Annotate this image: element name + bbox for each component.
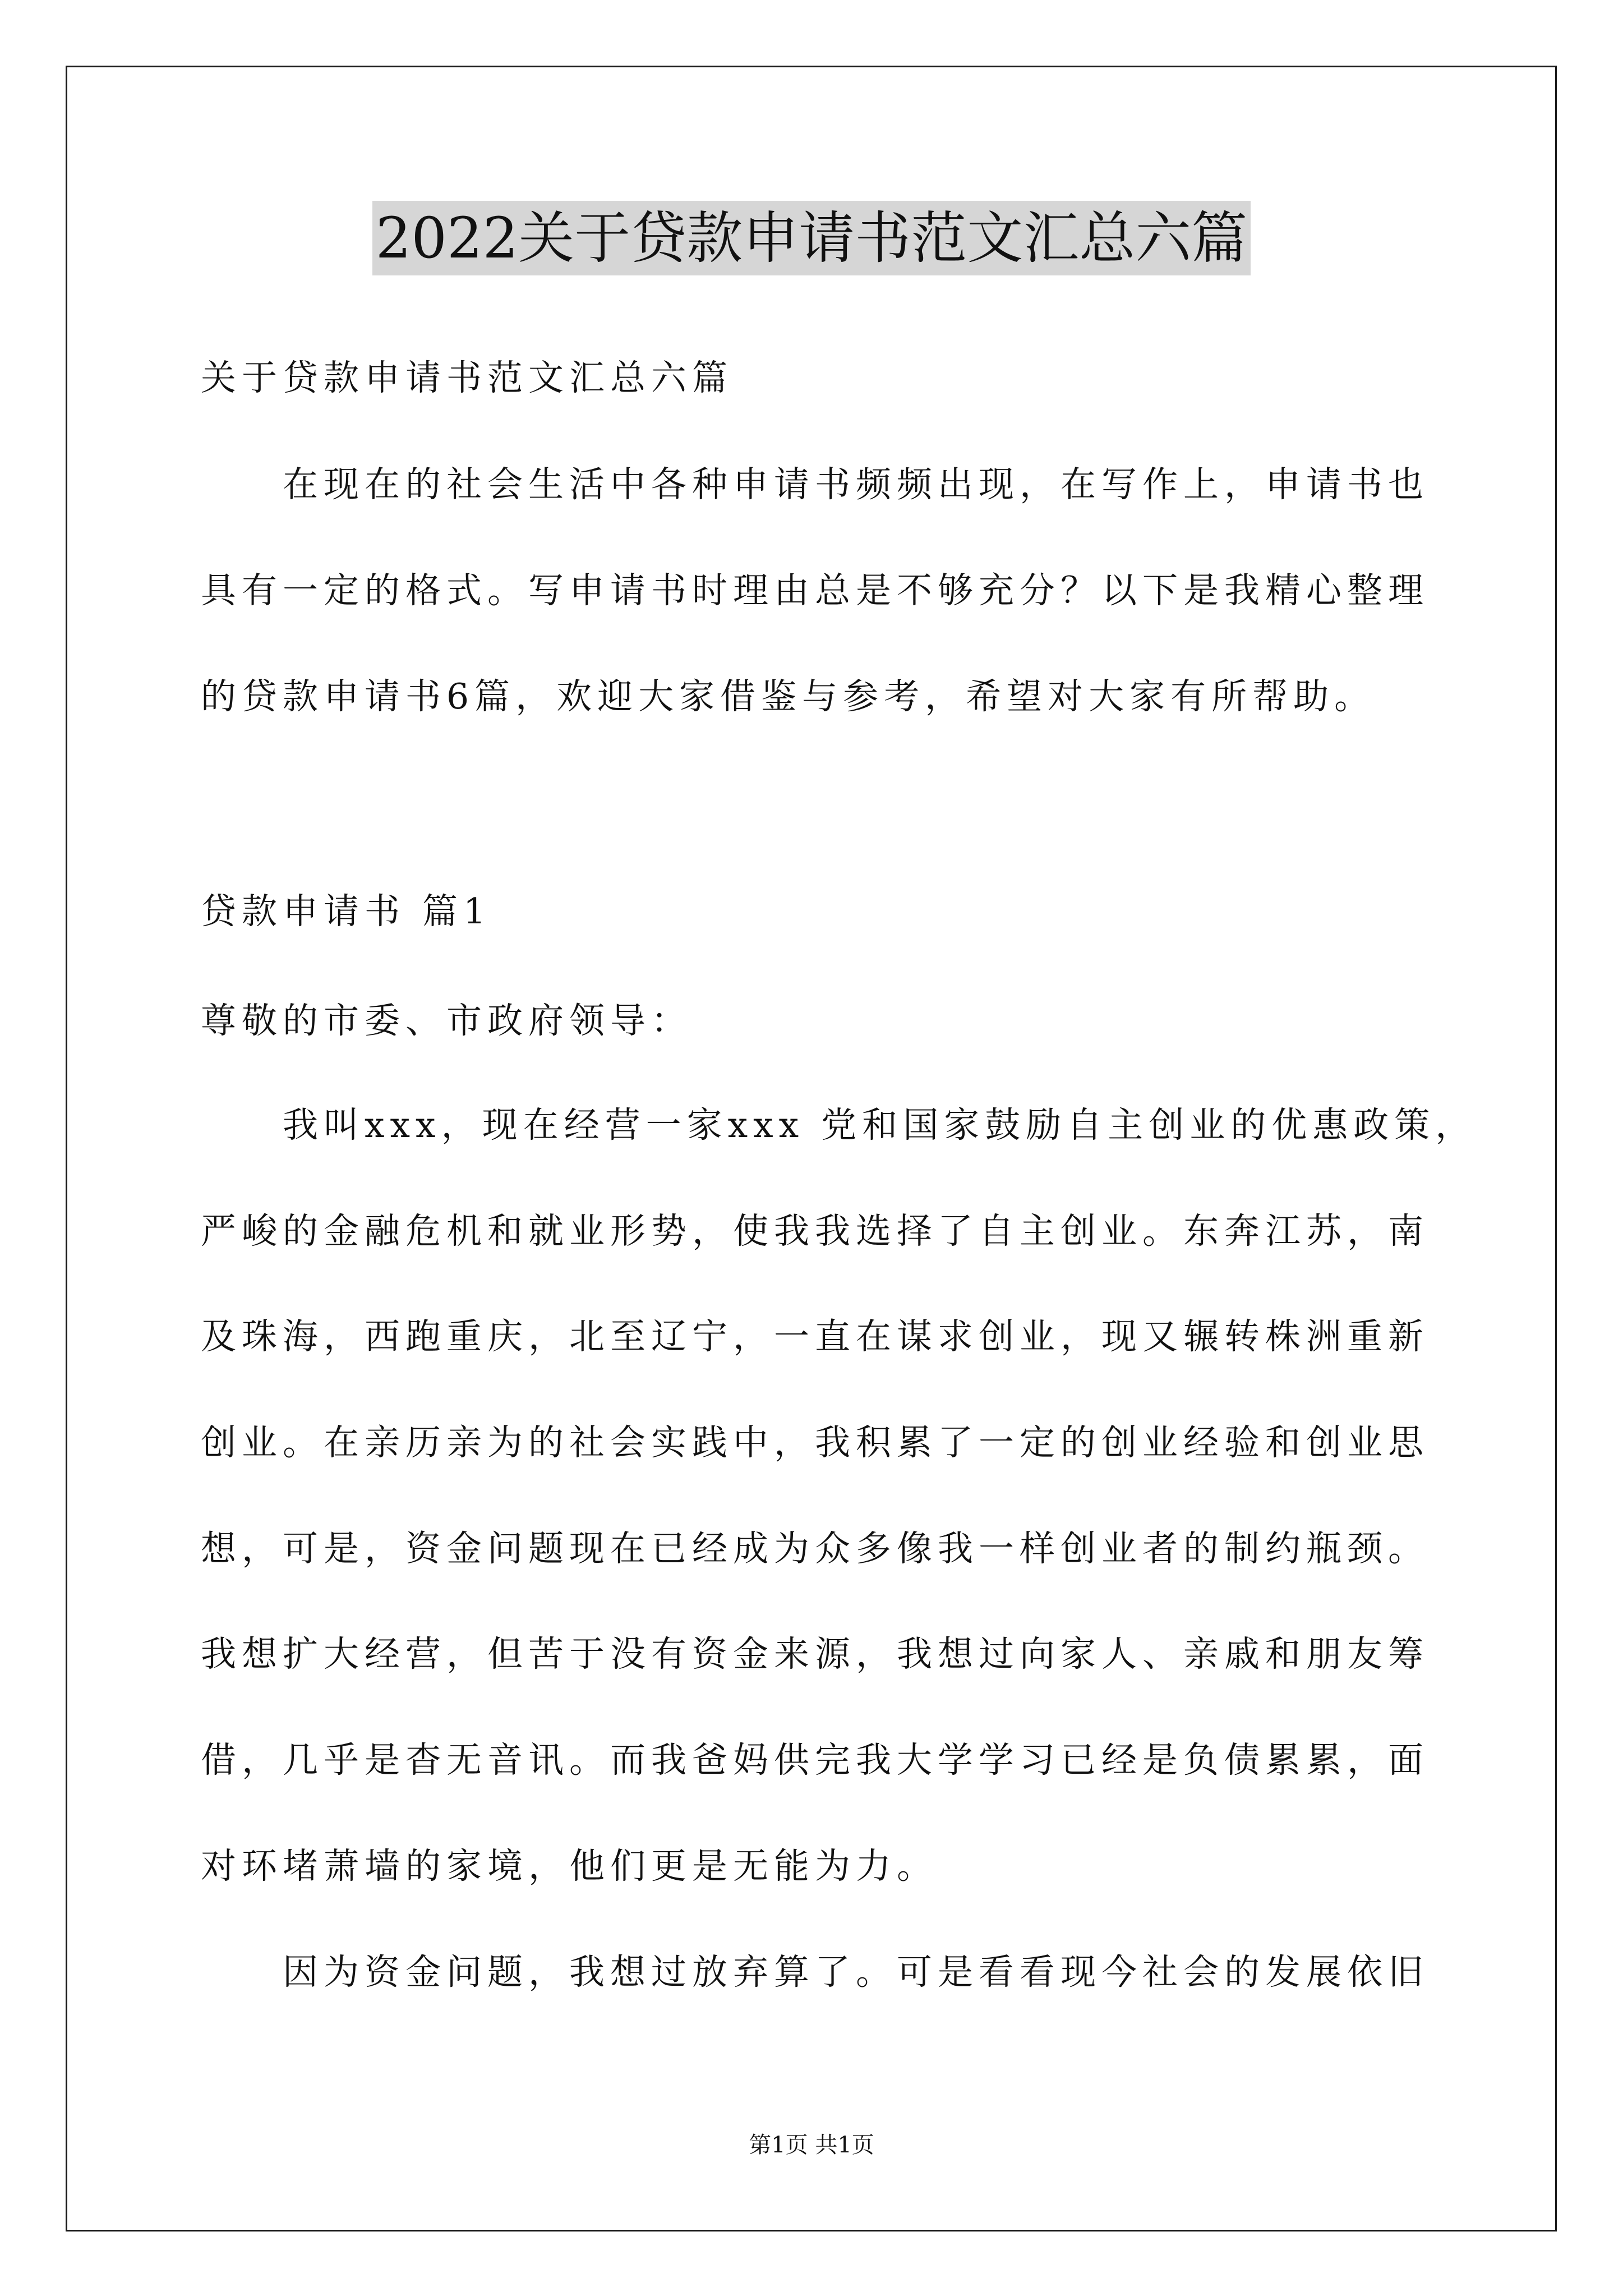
document-subtitle: 关于贷款申请书范文汇总六篇 (201, 357, 733, 398)
body-line: 严峻的金融危机和就业形势，使我我选择了自主创业。东奔江苏，南 (201, 1211, 1429, 1251)
body-line: 因为资金问题，我想过放弃算了。可是看看现今社会的发展依旧 (283, 1952, 1429, 1993)
intro-line: 具有一定的格式。写申请书时理由总是不够充分？以下是我精心整理 (201, 570, 1429, 611)
body-line: 及珠海，西跑重庆，北至辽宁，一直在谋求创业，现又辗转株洲重新 (201, 1316, 1429, 1357)
document-title-container (0, 201, 1623, 275)
salutation: 尊敬的市委、市政府领导： (201, 1000, 692, 1041)
body-line: 借，几乎是杳无音讯。而我爸妈供完我大学学习已经是负债累累，面 (201, 1740, 1429, 1780)
page-number-footer: 第1页 共1页 (749, 2132, 874, 2158)
body-line: 创业。在亲历亲为的社会实践中，我积累了一定的创业经验和创业思 (201, 1422, 1429, 1463)
body-line: 对环堵萧墙的家境，他们更是无能为力。 (201, 1846, 938, 1887)
body-line: 我叫xxx，现在经营一家xxx 党和国家鼓励自主创业的优惠政策， (283, 1105, 1477, 1145)
intro-line: 在现在的社会生活中各种申请书频频出现，在写作上，申请书也 (283, 464, 1429, 505)
body-line: 我想扩大经营，但苦于没有资金来源，我想过向家人、亲戚和朋友筹 (201, 1634, 1429, 1674)
section-heading: 贷款申请书 篇1 (201, 891, 492, 932)
body-line: 想，可是，资金问题现在已经成为众多像我一样创业者的制约瓶颈。 (201, 1528, 1429, 1569)
intro-line: 的贷款申请书6篇，欢迎大家借鉴与参考，希望对大家有所帮助。 (201, 676, 1376, 717)
document-title: 2022关于贷款申请书范文汇总六篇 (372, 201, 1251, 275)
